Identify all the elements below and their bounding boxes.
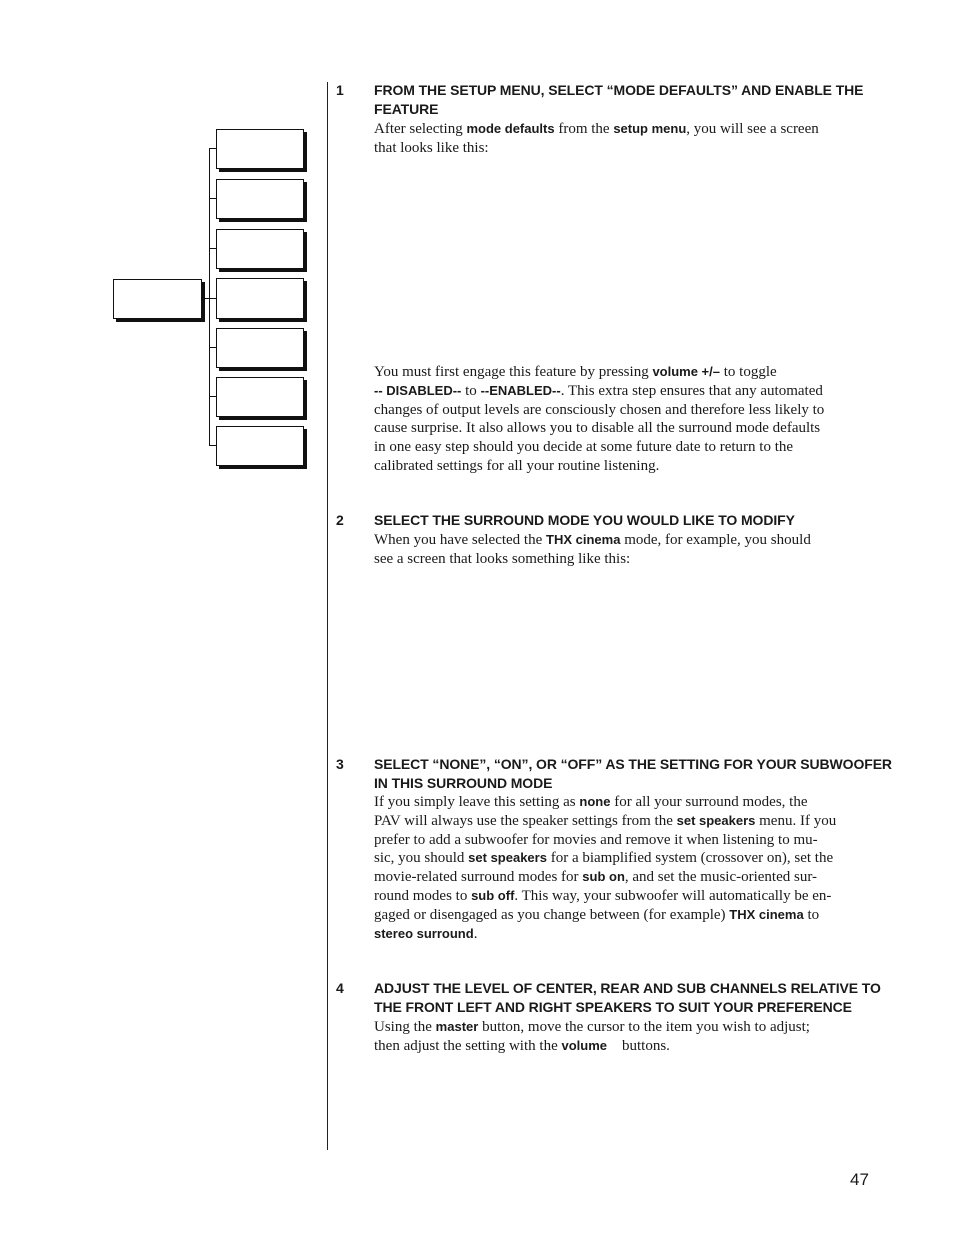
text: .	[473, 925, 478, 942]
text-line	[374, 793, 836, 812]
step-paragraph	[374, 793, 836, 943]
text-line: cause surprise. It also allows you to disable all the surround mode defaults	[374, 420, 821, 437]
heading-line: SELECT “NONE”, “ON”, OR “OFF” AS THE SETTING FOR YOUR SUBWOOFER	[374, 756, 892, 772]
keyword: volume +/–	[652, 364, 720, 379]
keyword: master	[435, 1019, 479, 1034]
text: to	[461, 382, 481, 399]
text: menu. If you	[755, 812, 837, 829]
text: When you have selected the	[374, 532, 547, 548]
text: . This extra step ensures that any automated	[560, 382, 823, 399]
keyword: --ENABLED--	[480, 382, 561, 398]
text-line	[374, 925, 836, 944]
text-line: in one easy step should you decide at some future date to return to the	[374, 439, 794, 456]
keyword: sub on	[582, 869, 625, 885]
text: , and set the music-oriented sur-	[624, 869, 818, 886]
page-number: 47	[850, 1170, 869, 1189]
text-line	[374, 906, 836, 925]
text-line: changes of output levels are consciously chosen and therefore less likely to	[374, 401, 825, 418]
step-heading	[374, 755, 892, 793]
text: PAV will always use the speaker settings from the	[374, 812, 677, 829]
tree-trunk	[209, 148, 210, 445]
step-number: 3	[336, 756, 344, 772]
text-line	[374, 1037, 810, 1056]
step-number: 2	[336, 512, 344, 528]
text-line: calibrated settings for all your routine listening.	[374, 457, 660, 474]
heading-line: THE FRONT LEFT AND RIGHT SPEAKERS TO SUIT YOUR PREFERENCE	[374, 999, 852, 1015]
menu-tree-diagram	[0, 0, 320, 480]
tree-branch	[209, 248, 216, 249]
text-line	[374, 1018, 810, 1037]
text: buttons.	[607, 1037, 670, 1054]
keyword: set speakers	[468, 850, 547, 866]
step-heading	[374, 511, 795, 530]
text-line: that looks like this:	[374, 139, 489, 156]
text-line: see a screen that looks something like this:	[374, 550, 631, 567]
keyword: stereo surround	[374, 925, 474, 941]
keyword: set speakers	[676, 812, 756, 828]
text: gaged or disengaged as you change between (for example)	[374, 906, 730, 923]
text-line	[374, 382, 824, 401]
heading-line: SELECT THE SURROUND MODE YOU WOULD LIKE TO MODIFY	[374, 512, 795, 528]
submenu-box-5	[216, 328, 304, 368]
text: for a biamplified system (crossover on), set the	[546, 850, 834, 867]
text: Using the	[374, 1019, 436, 1035]
text: mode, for example, you should	[620, 532, 811, 548]
keyword: none	[579, 794, 611, 809]
text: , you will see a screen	[686, 121, 819, 137]
keyword: mode defaults	[466, 121, 555, 136]
step-paragraph	[374, 120, 819, 158]
heading-line: FROM THE SETUP MENU, SELECT “MODE DEFAULTS” AND ENABLE THE	[374, 82, 864, 98]
text: . This way, your subwoofer will automatically be en-	[514, 887, 832, 904]
keyword: volume	[561, 1037, 607, 1053]
text-line	[374, 849, 836, 868]
keyword: sub off	[471, 887, 515, 903]
step-paragraph	[374, 363, 824, 476]
heading-line: FEATURE	[374, 101, 439, 117]
text: After selecting	[374, 121, 467, 137]
keyword: -- DISABLED--	[374, 382, 462, 398]
tree-branch	[209, 445, 216, 446]
tree-branch	[209, 298, 216, 299]
submenu-box-2	[216, 179, 304, 219]
heading-line: ADJUST THE LEVEL OF CENTER, REAR AND SUB CHANNELS RELATIVE TO	[374, 980, 881, 996]
text-line	[374, 887, 836, 906]
keyword: THX cinema	[729, 906, 804, 922]
text-line: prefer to add a subwoofer for movies and remove it when listening to mu-	[374, 831, 818, 848]
submenu-box-1	[216, 129, 304, 169]
text-line	[374, 120, 819, 139]
keyword: THX cinema	[546, 532, 621, 547]
step-paragraph	[374, 531, 811, 569]
tree-branch	[209, 148, 216, 149]
step-heading	[374, 979, 881, 1017]
vertical-rule	[327, 82, 328, 1150]
step-number: 4	[336, 980, 344, 996]
text-line	[374, 363, 824, 382]
text: movie-related surround modes for	[374, 869, 583, 886]
tree-branch	[209, 347, 216, 348]
text-line	[374, 868, 836, 887]
text: then adjust the setting with the	[374, 1037, 562, 1054]
text: round modes to	[374, 887, 472, 904]
text: from the	[554, 121, 614, 137]
text-line	[374, 531, 811, 550]
submenu-box-7	[216, 426, 304, 466]
submenu-box-6	[216, 377, 304, 417]
text: sic, you should	[374, 850, 469, 867]
text: for all your surround modes, the	[610, 794, 808, 810]
keyword: setup menu	[613, 121, 687, 136]
text: If you simply leave this setting as	[374, 794, 580, 810]
text: You must first engage this feature by pressing	[374, 364, 653, 380]
tree-branch	[209, 198, 216, 199]
text: button, move the cursor to the item you wish to adjust;	[478, 1019, 810, 1035]
text-line	[374, 812, 836, 831]
tree-branch	[209, 396, 216, 397]
heading-line: IN THIS SURROUND MODE	[374, 775, 553, 791]
submenu-box-3	[216, 229, 304, 269]
text: to toggle	[720, 364, 777, 380]
submenu-box-4	[216, 278, 304, 319]
text: to	[803, 906, 820, 923]
step-paragraph	[374, 1018, 810, 1056]
step-heading	[374, 81, 863, 119]
step-number: 1	[336, 82, 344, 98]
menu-root-box	[113, 279, 202, 319]
